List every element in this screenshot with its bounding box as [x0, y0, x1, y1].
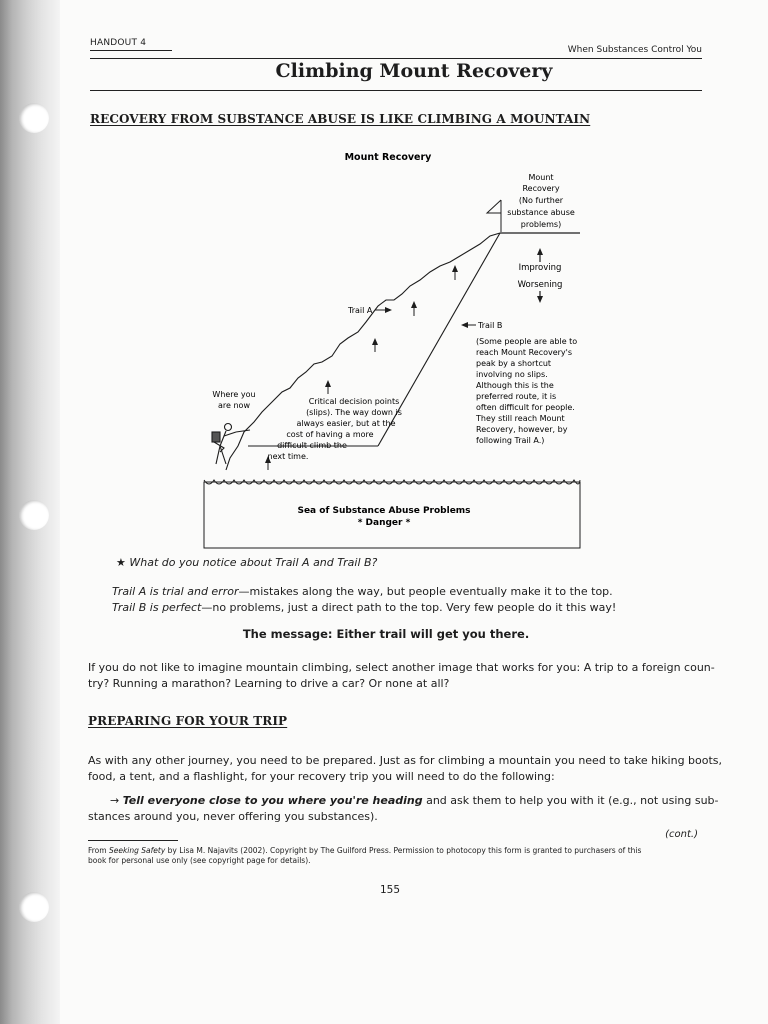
svg-text:(slips). The way down is: (slips). The way down is: [306, 408, 402, 417]
star-icon: ★: [116, 556, 126, 569]
preparation-paragraph: [88, 753, 722, 785]
svg-text:following Trail A.): following Trail A.): [476, 436, 545, 445]
footnote-rest: by Lisa M. Najavits (2002). Copyright by The Guilford Press. Permission to photocopy this form is granted to purchasers of this: [165, 846, 642, 855]
svg-text:difficult climb the: difficult climb the: [277, 441, 347, 450]
paragraph-line: food, a tent, and a flashlight, for your recovery trip you will need to do the following:: [88, 770, 555, 783]
peak-label: [507, 173, 575, 229]
binder-edge: [0, 0, 60, 1024]
alternative-image-paragraph: [88, 660, 715, 692]
climber-icon: [212, 424, 250, 465]
footnote-book-title: Seeking Safety: [108, 846, 166, 855]
svg-text:They still reach Mount: They still reach Mount: [476, 414, 565, 423]
diagram-title: Mount Recovery: [344, 152, 432, 163]
punch-hole: [19, 500, 49, 530]
trail-b-answer-rest: —no problems, just a direct path to the top. Very few people do it this way!: [201, 601, 617, 614]
svg-text:are now: are now: [218, 401, 250, 410]
trail-b-answer: [112, 600, 616, 616]
svg-text:peak by a shortcut: peak by a shortcut: [476, 359, 552, 368]
document-page: [60, 0, 768, 1024]
svg-text:Although this is the: Although this is the: [476, 381, 554, 390]
where-you-are-label: [212, 390, 255, 410]
copyright-footnote: [88, 846, 708, 866]
trail-b-label: Trail B: [478, 321, 503, 330]
paragraph-line: As with any other journey, you need to be prepared. Just as for climbing a mountain you need to take hiking boots,: [88, 754, 723, 767]
flag-icon: [487, 200, 501, 232]
bullet-rest-text: and ask them to help you with it (e.g., not using sub-: [422, 794, 719, 807]
decision-note: [268, 397, 402, 461]
paragraph-line: try? Running a marathon? Learning to drive a car? Or none at all?: [88, 677, 450, 690]
svg-text:reach Mount Recovery's: reach Mount Recovery's: [476, 348, 573, 357]
svg-text:next time.: next time.: [267, 452, 309, 461]
up-arrow-icon: [537, 248, 543, 262]
mount-recovery-diagram: [60, 140, 768, 560]
trail-a-answer-rest: —mistakes along the way, but people eventually make it to the top.: [238, 585, 613, 598]
left-arrow-icon: [461, 322, 476, 328]
paragraph-line: If you do not like to imagine mountain climbing, select another image that works for you: A trip to a foreign coun-: [88, 661, 715, 674]
trail-a-label: Trail A: [348, 306, 373, 315]
footnote-prefix: From: [88, 846, 109, 855]
bullet-continuation: stances around you, never offering you substances).: [88, 810, 378, 823]
bullet-bold-text: Tell everyone close to you where you're heading: [122, 794, 423, 807]
running-title: When Substances Control You: [567, 45, 702, 55]
page-title: Climbing Mount Recovery: [275, 60, 553, 82]
sea-danger: * Danger *: [357, 518, 411, 528]
slip-arrow-icon: [265, 265, 458, 470]
trail-a-answer-italic: Trail A is trial and error: [112, 585, 239, 598]
trail-b-answer-italic: Trail B is perfect: [112, 601, 202, 614]
message-line: The message: Either trail will get you there.: [242, 627, 530, 641]
svg-text:(Some people are able to: (Some people are able to: [476, 337, 578, 346]
handout-label: HANDOUT 4: [90, 38, 147, 48]
svg-text:(No further: (No further: [518, 196, 564, 205]
punch-hole: [19, 103, 49, 133]
section-heading-preparing: PREPARING FOR YOUR TRIP: [88, 714, 288, 728]
header-rule: [90, 58, 702, 59]
svg-text:preferred route, it is: preferred route, it is: [476, 392, 557, 401]
svg-text:problems): problems): [520, 220, 562, 229]
right-arrow-icon: →: [110, 794, 120, 807]
svg-text:Recovery: Recovery: [522, 184, 560, 193]
svg-text:often difficult for people.: often difficult for people.: [476, 403, 575, 412]
punch-hole: [19, 892, 49, 922]
trail-a-answer: [112, 584, 613, 600]
continued-label: (cont.): [665, 829, 698, 840]
trail-b-note: [475, 337, 577, 445]
svg-text:Mount: Mount: [528, 173, 554, 182]
question-line: [116, 555, 377, 571]
svg-text:Where you: Where you: [212, 390, 256, 399]
svg-text:always easier, but at the: always easier, but at the: [296, 419, 396, 428]
svg-text:Critical decision points: Critical decision points: [308, 397, 400, 406]
tell-everyone-bullet: [88, 793, 719, 825]
svg-text:Recovery, however, by: Recovery, however, by: [476, 425, 568, 434]
title-rule: [90, 90, 702, 91]
question-text: What do you notice about Trail A and Trail B?: [129, 556, 378, 569]
sea-title: Sea of Substance Abuse Problems: [297, 506, 471, 516]
handout-underline: [90, 50, 172, 51]
footnote-line: book for personal use only (see copyright page for details).: [88, 856, 311, 865]
svg-text:substance abuse: substance abuse: [507, 208, 575, 217]
section-heading-recovery: RECOVERY FROM SUBSTANCE ABUSE IS LIKE CLIMBING A MOUNTAIN: [90, 112, 591, 126]
down-arrow-icon: [537, 291, 543, 303]
page-number: 155: [379, 884, 401, 896]
right-arrow-icon: [375, 307, 392, 313]
worsening-label: Worsening: [517, 280, 563, 290]
footnote-rule: [88, 840, 178, 841]
svg-text:involving no slips.: involving no slips.: [476, 370, 548, 379]
svg-text:cost of having a more: cost of having a more: [286, 430, 374, 439]
improving-label: Improving: [518, 263, 562, 273]
